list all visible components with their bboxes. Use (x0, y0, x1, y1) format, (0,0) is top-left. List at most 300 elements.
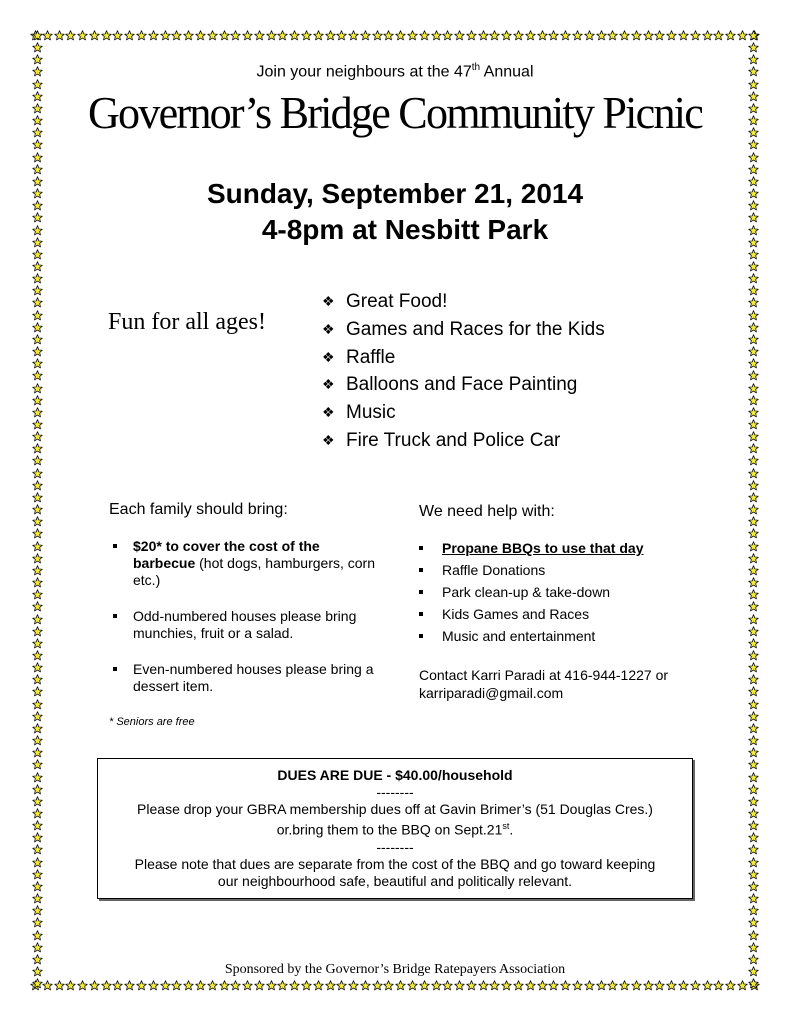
star-icon (513, 980, 524, 991)
star-icon (454, 30, 465, 41)
star-icon (748, 650, 759, 661)
star-icon (607, 980, 618, 991)
star-icon (207, 30, 218, 41)
dues-text: our neighbourhood safe, beautiful and politically relevant. (217, 872, 573, 889)
star-icon (478, 980, 489, 991)
star-icon (478, 30, 489, 41)
star-icon (242, 30, 253, 41)
star-icon (748, 711, 759, 722)
star-icon (748, 285, 759, 296)
star-icon (32, 565, 43, 576)
star-icon (89, 30, 100, 41)
star-icon (748, 541, 759, 552)
star-icon (32, 249, 43, 260)
diamond-bullet-icon: ❖ (322, 293, 335, 309)
star-icon (32, 455, 43, 466)
star-icon (32, 553, 43, 564)
star-icon (748, 759, 759, 770)
star-icon (32, 832, 43, 843)
star-icon (748, 310, 759, 321)
star-icon (748, 662, 759, 673)
diamond-bullet-icon: ❖ (322, 431, 335, 448)
star-icon (690, 980, 701, 991)
dues-heading: DUES ARE DUE - $40.00/household (277, 767, 513, 783)
star-icon (654, 980, 665, 991)
list-item: Odd-numbered houses please bring munchies, fruit or a salad. (113, 608, 383, 642)
star-icon (32, 310, 43, 321)
star-icon (748, 832, 759, 843)
star-icon (666, 30, 677, 41)
feature-list (322, 288, 605, 455)
star-icon (395, 980, 406, 991)
star-icon (748, 565, 759, 576)
list-item: Propane BBQs to use that day (419, 540, 643, 562)
star-icon (725, 980, 736, 991)
star-icon (32, 152, 43, 163)
star-icon (195, 30, 206, 41)
list-item: Kids Games and Races (419, 606, 643, 628)
star-icon (32, 395, 43, 406)
star-icon (489, 980, 500, 991)
intro-line: Join your neighbours at the 47th Annual (256, 62, 534, 81)
star-icon (383, 30, 394, 41)
star-icon (32, 686, 43, 697)
star-icon (748, 358, 759, 369)
star-icon (277, 30, 288, 41)
star-icon (466, 30, 477, 41)
star-border-left (30, 30, 44, 990)
sponsor-line: Sponsored by the Governor’s Bridge Ratepayers Association (224, 962, 566, 977)
feature-item: ❖ Fire Truck and Police Car (322, 427, 605, 455)
star-icon (678, 30, 689, 41)
diamond-bullet-icon: ❖ (322, 348, 335, 365)
event-date: Sunday, September 21, 2014 (206, 178, 584, 209)
star-icon (32, 285, 43, 296)
star-icon (54, 30, 65, 41)
star-icon (32, 419, 43, 430)
square-bullet-icon (419, 590, 423, 594)
star-icon (466, 980, 477, 991)
star-icon (489, 30, 500, 41)
star-icon (748, 772, 759, 783)
star-icon (678, 980, 689, 991)
star-icon (325, 30, 336, 41)
page-title: Governor’s Bridge Community Picnic (87, 88, 703, 138)
star-icon (32, 601, 43, 612)
star-icon (254, 30, 265, 41)
star-icon (171, 30, 182, 41)
star-icon (748, 249, 759, 260)
star-icon (372, 980, 383, 991)
star-icon (619, 980, 630, 991)
star-icon (336, 30, 347, 41)
star-icon (77, 980, 88, 991)
star-icon (643, 980, 654, 991)
star-icon (32, 370, 43, 381)
star-icon (748, 273, 759, 284)
star-icon (32, 42, 43, 53)
star-icon (619, 30, 630, 41)
star-icon (32, 516, 43, 527)
star-icon (407, 30, 418, 41)
star-icon (596, 980, 607, 991)
star-icon (32, 735, 43, 746)
contact-info (419, 666, 719, 702)
star-icon (301, 980, 312, 991)
star-icon (407, 980, 418, 991)
star-icon (748, 516, 759, 527)
star-icon (748, 978, 759, 989)
event-datetime (0, 176, 790, 248)
star-icon (572, 980, 583, 991)
help-list (419, 540, 643, 650)
star-icon (207, 980, 218, 991)
star-icon (32, 626, 43, 637)
star-icon (32, 273, 43, 284)
star-icon (32, 504, 43, 515)
star-icon (32, 443, 43, 454)
star-icon (690, 30, 701, 41)
star-icon (713, 980, 724, 991)
star-icon (419, 980, 430, 991)
star-icon (713, 30, 724, 41)
star-icon (32, 577, 43, 588)
star-icon (631, 980, 642, 991)
star-icon (32, 662, 43, 673)
star-icon (748, 930, 759, 941)
star-icon (725, 30, 736, 41)
star-icon (748, 334, 759, 345)
star-icon (32, 905, 43, 916)
star-icon (372, 30, 383, 41)
star-icon (572, 30, 583, 41)
star-icon (336, 980, 347, 991)
square-bullet-icon (419, 612, 423, 616)
star-icon (32, 711, 43, 722)
star-icon (748, 480, 759, 491)
star-icon (348, 30, 359, 41)
star-icon (32, 492, 43, 503)
star-icon (301, 30, 312, 41)
star-icon (32, 322, 43, 333)
star-icon (748, 42, 759, 53)
star-icon (560, 980, 571, 991)
star-icon (313, 30, 324, 41)
star-icon (32, 638, 43, 649)
star-icon (148, 980, 159, 991)
star-icon (54, 980, 65, 991)
star-icon (348, 980, 359, 991)
star-icon (442, 980, 453, 991)
star-icon (183, 30, 194, 41)
star-icon (748, 504, 759, 515)
star-icon (32, 468, 43, 479)
square-bullet-icon (419, 568, 423, 572)
star-icon (32, 808, 43, 819)
star-icon (431, 980, 442, 991)
fun-tagline: Fun for all ages! (108, 309, 266, 335)
star-icon (32, 917, 43, 928)
star-icon (32, 772, 43, 783)
star-icon (65, 30, 76, 41)
star-icon (748, 893, 759, 904)
star-icon (136, 980, 147, 991)
star-border-top (30, 28, 760, 42)
star-icon (32, 869, 43, 880)
star-icon (748, 857, 759, 868)
star-icon (748, 30, 759, 41)
star-icon (748, 383, 759, 394)
feature-item: ❖ Games and Races for the Kids (322, 316, 605, 344)
star-icon (148, 30, 159, 41)
star-icon (748, 638, 759, 649)
star-icon (124, 980, 135, 991)
star-icon (748, 528, 759, 539)
star-icon (171, 980, 182, 991)
star-icon (32, 589, 43, 600)
feature-item: ❖ Balloons and Face Painting (322, 371, 605, 399)
star-icon (748, 869, 759, 880)
star-icon (32, 844, 43, 855)
star-icon (748, 735, 759, 746)
star-icon (748, 419, 759, 430)
star-icon (537, 30, 548, 41)
star-icon (525, 30, 536, 41)
star-icon (160, 30, 171, 41)
star-icon (242, 980, 253, 991)
star-icon (454, 980, 465, 991)
star-icon (748, 468, 759, 479)
star-icon (32, 759, 43, 770)
star-icon (748, 346, 759, 357)
star-icon (124, 30, 135, 41)
star-icon (219, 30, 230, 41)
star-icon (136, 30, 147, 41)
star-icon (748, 674, 759, 685)
star-icon (32, 820, 43, 831)
star-icon (702, 30, 713, 41)
dues-text: Please note that dues are separate from the cost of the BBQ and go toward keeping (134, 855, 656, 872)
star-icon (748, 723, 759, 734)
star-icon (289, 980, 300, 991)
star-icon (748, 553, 759, 564)
star-icon (748, 601, 759, 612)
star-icon (32, 431, 43, 442)
star-icon (584, 30, 595, 41)
star-icon (748, 905, 759, 916)
star-icon (219, 980, 230, 991)
star-icon (501, 980, 512, 991)
star-icon (748, 370, 759, 381)
list-item: $20* to cover the cost of the barbecue (hot dogs, hamburgers, corn etc.) (113, 538, 383, 589)
star-icon (537, 980, 548, 991)
star-icon (748, 297, 759, 308)
separator: -------- (376, 784, 414, 800)
star-icon (32, 297, 43, 308)
star-icon (32, 346, 43, 357)
star-icon (501, 30, 512, 41)
star-icon (431, 30, 442, 41)
star-icon (748, 577, 759, 588)
star-icon (748, 492, 759, 503)
dues-text: or.bring them to the BBQ on Sept.21st. (276, 821, 514, 838)
star-icon (32, 723, 43, 734)
square-bullet-icon (419, 634, 423, 638)
star-icon (360, 30, 371, 41)
dues-box (97, 758, 693, 899)
star-icon (748, 686, 759, 697)
star-icon (666, 980, 677, 991)
star-icon (32, 942, 43, 953)
star-icon (748, 881, 759, 892)
contact-email[interactable]: karriparadi@gmail.com (419, 685, 564, 701)
square-bullet-icon (113, 667, 117, 671)
list-item: Park clean-up & take-down (419, 584, 643, 606)
star-icon (101, 980, 112, 991)
bring-heading: Each family should bring: (109, 501, 288, 518)
star-icon (32, 893, 43, 904)
star-icon (254, 980, 265, 991)
star-icon (748, 808, 759, 819)
square-bullet-icon (113, 544, 117, 548)
star-icon (32, 650, 43, 661)
help-heading: We need help with: (419, 503, 555, 520)
star-icon (748, 796, 759, 807)
star-icon (289, 30, 300, 41)
event-time-place: 4-8pm at Nesbitt Park (261, 214, 549, 245)
list-item: Raffle Donations (419, 562, 643, 584)
star-icon (748, 322, 759, 333)
dues-text: Please drop your GBRA membership dues off at Gavin Brimer’s (51 Douglas Cres.) (137, 801, 653, 817)
star-icon (560, 30, 571, 41)
star-icon (195, 980, 206, 991)
star-icon (65, 980, 76, 991)
star-icon (748, 164, 759, 175)
star-icon (266, 980, 277, 991)
star-icon (101, 30, 112, 41)
star-icon (266, 30, 277, 41)
star-icon (748, 455, 759, 466)
star-icon (89, 980, 100, 991)
star-icon (112, 30, 123, 41)
star-icon (32, 930, 43, 941)
square-bullet-icon (113, 614, 117, 618)
diamond-bullet-icon: ❖ (322, 320, 335, 337)
star-icon (631, 30, 642, 41)
star-icon (395, 30, 406, 41)
star-icon (32, 541, 43, 552)
star-icon (183, 980, 194, 991)
star-icon (525, 980, 536, 991)
star-icon (748, 139, 759, 150)
star-border-bottom (30, 978, 760, 992)
star-icon (32, 614, 43, 625)
star-icon (748, 942, 759, 953)
star-icon (748, 844, 759, 855)
star-icon (32, 139, 43, 150)
star-icon (748, 395, 759, 406)
separator: -------- (376, 838, 414, 855)
star-icon (230, 30, 241, 41)
star-icon (360, 980, 371, 991)
star-icon (32, 407, 43, 418)
square-bullet-icon (419, 546, 423, 550)
star-icon (607, 30, 618, 41)
star-icon (748, 152, 759, 163)
star-icon (32, 699, 43, 710)
star-icon (277, 980, 288, 991)
star-icon (230, 980, 241, 991)
star-icon (32, 528, 43, 539)
star-icon (32, 383, 43, 394)
star-icon (325, 980, 336, 991)
diamond-bullet-icon: ❖ (322, 376, 335, 393)
star-icon (654, 30, 665, 41)
star-icon (32, 261, 43, 272)
contact-line: Contact Karri Paradi at 416-944-1227 or (419, 667, 669, 683)
star-icon (596, 30, 607, 41)
star-icon (32, 978, 43, 989)
star-icon (748, 407, 759, 418)
star-icon (32, 796, 43, 807)
list-item: Even-numbered houses please bring a dessert item. (113, 661, 383, 695)
star-icon (548, 30, 559, 41)
star-icon (748, 784, 759, 795)
star-icon (584, 980, 595, 991)
list-item: Music and entertainment (419, 628, 643, 650)
star-icon (419, 30, 430, 41)
star-icon (32, 358, 43, 369)
star-icon (32, 30, 43, 41)
star-icon (748, 261, 759, 272)
star-icon (160, 980, 171, 991)
star-icon (748, 699, 759, 710)
star-border-right (746, 30, 760, 990)
feature-item: ❖ Music (322, 399, 605, 427)
star-icon (748, 820, 759, 831)
star-icon (548, 980, 559, 991)
star-icon (32, 881, 43, 892)
star-icon (748, 626, 759, 637)
star-icon (643, 30, 654, 41)
star-icon (748, 614, 759, 625)
star-icon (32, 784, 43, 795)
star-icon (702, 980, 713, 991)
star-icon (748, 589, 759, 600)
star-icon (112, 980, 123, 991)
star-icon (513, 30, 524, 41)
seniors-note: * Seniors are free (109, 716, 195, 728)
star-icon (748, 917, 759, 928)
star-icon (442, 30, 453, 41)
star-icon (32, 164, 43, 175)
feature-item: ❖ Great Food! (322, 288, 605, 316)
star-icon (77, 30, 88, 41)
bring-list (113, 538, 383, 714)
star-icon (383, 980, 394, 991)
star-icon (748, 431, 759, 442)
diamond-bullet-icon: ❖ (322, 404, 335, 421)
star-icon (32, 674, 43, 685)
feature-item: ❖ Raffle (322, 344, 605, 372)
star-icon (748, 747, 759, 758)
star-icon (32, 747, 43, 758)
star-icon (32, 480, 43, 491)
star-icon (32, 857, 43, 868)
star-icon (32, 334, 43, 345)
star-icon (313, 980, 324, 991)
star-icon (748, 443, 759, 454)
